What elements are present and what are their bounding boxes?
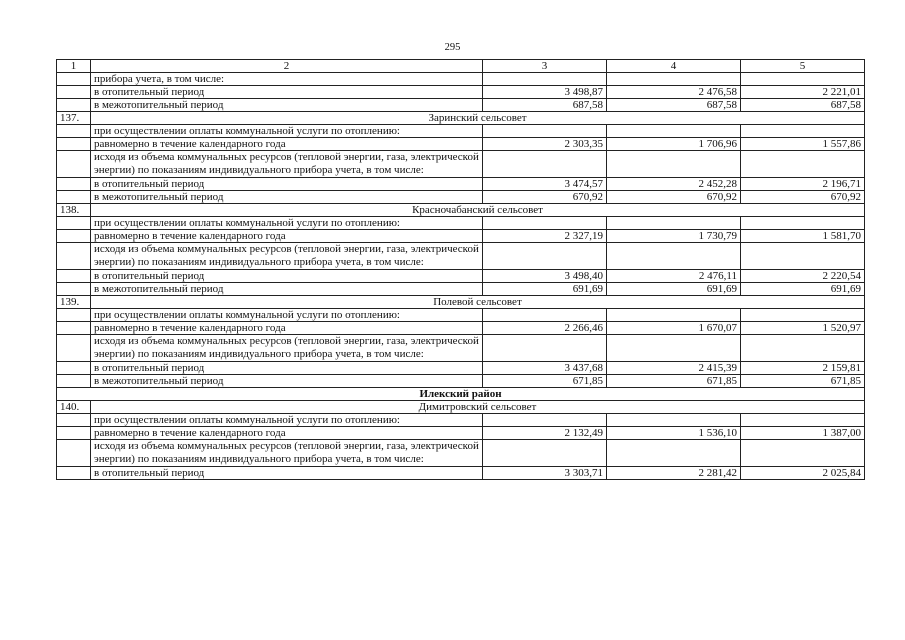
- row-description: исходя из объема коммунальных ресурсов (тепловой энергии, газа, электрической энергии) по показаниям индивидуального прибора учета, в том числе:: [91, 151, 483, 178]
- table-row: [57, 99, 865, 112]
- tariff-table: [56, 59, 865, 480]
- tariff-value: 2 476,11: [607, 270, 741, 283]
- table-row: [57, 178, 865, 191]
- row-number: [57, 243, 91, 270]
- tariff-value: [741, 414, 865, 427]
- settlement-name: Красночабанский сельсовет: [91, 204, 865, 217]
- table-row: [57, 217, 865, 230]
- table-row: [57, 138, 865, 151]
- table-row: [57, 362, 865, 375]
- row-number: [57, 178, 91, 191]
- tariff-value: 691,69: [741, 283, 865, 296]
- tariff-value: 3 437,68: [483, 362, 607, 375]
- tariff-value: 687,58: [607, 99, 741, 112]
- column-number-row: [57, 60, 865, 73]
- tariff-value: 2 159,81: [741, 362, 865, 375]
- tariff-value: 3 303,71: [483, 467, 607, 480]
- row-description: прибора учета, в том числе:: [91, 73, 483, 86]
- row-number: [57, 362, 91, 375]
- tariff-value: [741, 125, 865, 138]
- tariff-value: [607, 125, 741, 138]
- table-row: [57, 375, 865, 388]
- row-description: равномерно в течение календарного года: [91, 427, 483, 440]
- row-description: исходя из объема коммунальных ресурсов (тепловой энергии, газа, электрической энергии) по показаниям индивидуального прибора учета, в том числе:: [91, 440, 483, 467]
- tariff-value: [741, 73, 865, 86]
- table-row: [57, 230, 865, 243]
- tariff-value: [483, 243, 607, 270]
- row-number: [57, 427, 91, 440]
- row-description: исходя из объема коммунальных ресурсов (тепловой энергии, газа, электрической энергии) по показаниям индивидуального прибора учета, в том числе:: [91, 243, 483, 270]
- tariff-value: 3 474,57: [483, 178, 607, 191]
- tariff-value: [741, 440, 865, 467]
- table-row: [57, 86, 865, 99]
- column-number: 2: [91, 60, 483, 73]
- row-description: при осуществлении оплаты коммунальной услуги по отоплению:: [91, 125, 483, 138]
- tariff-value: 2 303,35: [483, 138, 607, 151]
- row-number: [57, 309, 91, 322]
- row-number: [57, 217, 91, 230]
- section-header-row: [57, 401, 865, 414]
- tariff-value: 687,58: [483, 99, 607, 112]
- tariff-value: [741, 151, 865, 178]
- tariff-value: 1 557,86: [741, 138, 865, 151]
- table-row: [57, 322, 865, 335]
- section-header-row: [57, 112, 865, 125]
- column-number: 4: [607, 60, 741, 73]
- row-description: равномерно в течение календарного года: [91, 138, 483, 151]
- tariff-value: 1 581,70: [741, 230, 865, 243]
- row-description: при осуществлении оплаты коммунальной услуги по отоплению:: [91, 414, 483, 427]
- table-row: [57, 427, 865, 440]
- tariff-value: [607, 414, 741, 427]
- tariff-value: [607, 73, 741, 86]
- row-number: [57, 440, 91, 467]
- tariff-value: 2 221,01: [741, 86, 865, 99]
- tariff-value: [607, 309, 741, 322]
- tariff-value: 3 498,40: [483, 270, 607, 283]
- row-description: равномерно в течение календарного года: [91, 322, 483, 335]
- row-number: 137.: [57, 112, 91, 125]
- table-row: [57, 309, 865, 322]
- tariff-value: 2 476,58: [607, 86, 741, 99]
- table-row: [57, 335, 865, 362]
- row-number: [57, 467, 91, 480]
- row-description: в межотопительный период: [91, 99, 483, 112]
- settlement-name: Димитровский сельсовет: [91, 401, 865, 414]
- row-number: [57, 99, 91, 112]
- row-description: при осуществлении оплаты коммунальной услуги по отоплению:: [91, 309, 483, 322]
- row-number: [57, 125, 91, 138]
- tariff-value: 1 670,07: [607, 322, 741, 335]
- tariff-value: 691,69: [607, 283, 741, 296]
- row-number: [57, 414, 91, 427]
- table-body: [57, 73, 865, 480]
- tariff-value: [741, 309, 865, 322]
- column-number: 1: [57, 60, 91, 73]
- table-row: [57, 270, 865, 283]
- tariff-value: 2 132,49: [483, 427, 607, 440]
- tariff-value: 670,92: [483, 191, 607, 204]
- table-row: [57, 73, 865, 86]
- tariff-value: 2 196,71: [741, 178, 865, 191]
- row-number: [57, 270, 91, 283]
- settlement-name: Заринский сельсовет: [91, 112, 865, 125]
- tariff-value: [483, 73, 607, 86]
- row-number: [57, 283, 91, 296]
- table-row: [57, 440, 865, 467]
- row-number: [57, 73, 91, 86]
- tariff-value: 2 025,84: [741, 467, 865, 480]
- district-name: Илекский район: [57, 388, 865, 401]
- tariff-value: 1 387,00: [741, 427, 865, 440]
- tariff-value: 671,85: [483, 375, 607, 388]
- table-row: [57, 151, 865, 178]
- settlement-name: Полевой сельсовет: [91, 296, 865, 309]
- row-number: [57, 230, 91, 243]
- tariff-value: [607, 335, 741, 362]
- row-description: в отопительный период: [91, 178, 483, 191]
- row-number: [57, 191, 91, 204]
- row-number: [57, 138, 91, 151]
- tariff-value: [483, 414, 607, 427]
- row-number: 139.: [57, 296, 91, 309]
- section-header-row: [57, 296, 865, 309]
- table-row: [57, 414, 865, 427]
- row-number: [57, 322, 91, 335]
- tariff-value: [483, 125, 607, 138]
- row-description: в отопительный период: [91, 362, 483, 375]
- row-description: в отопительный период: [91, 270, 483, 283]
- row-description: при осуществлении оплаты коммунальной услуги по отоплению:: [91, 217, 483, 230]
- table-row: [57, 191, 865, 204]
- tariff-value: 671,85: [741, 375, 865, 388]
- tariff-value: [607, 217, 741, 230]
- tariff-value: 670,92: [741, 191, 865, 204]
- page-number: 295: [444, 42, 461, 53]
- tariff-value: [741, 243, 865, 270]
- row-description: в отопительный период: [91, 467, 483, 480]
- tariff-value: [483, 335, 607, 362]
- district-header-row: [57, 388, 865, 401]
- tariff-value: 1 520,97: [741, 322, 865, 335]
- tariff-value: 2 452,28: [607, 178, 741, 191]
- tariff-value: [607, 243, 741, 270]
- row-number: [57, 335, 91, 362]
- row-description: равномерно в течение календарного года: [91, 230, 483, 243]
- tariff-value: 1 706,96: [607, 138, 741, 151]
- tariff-value: [607, 151, 741, 178]
- tariff-value: 2 415,39: [607, 362, 741, 375]
- row-number: [57, 375, 91, 388]
- tariff-value: 687,58: [741, 99, 865, 112]
- table-row: [57, 467, 865, 480]
- table-row: [57, 125, 865, 138]
- column-number: 5: [741, 60, 865, 73]
- tariff-value: [483, 309, 607, 322]
- tariff-value: 2 266,46: [483, 322, 607, 335]
- tariff-value: 2 327,19: [483, 230, 607, 243]
- row-description: в межотопительный период: [91, 283, 483, 296]
- tariff-value: [741, 335, 865, 362]
- section-header-row: [57, 204, 865, 217]
- row-description: исходя из объема коммунальных ресурсов (тепловой энергии, газа, электрической энергии) по показаниям индивидуального прибора учета, в том числе:: [91, 335, 483, 362]
- tariff-value: 1 536,10: [607, 427, 741, 440]
- row-description: в межотопительный период: [91, 375, 483, 388]
- tariff-value: 671,85: [607, 375, 741, 388]
- table-row: [57, 243, 865, 270]
- tariff-value: 1 730,79: [607, 230, 741, 243]
- row-number: [57, 151, 91, 178]
- row-number: 138.: [57, 204, 91, 217]
- tariff-value: 670,92: [607, 191, 741, 204]
- tariff-value: 691,69: [483, 283, 607, 296]
- tariff-value: 2 281,42: [607, 467, 741, 480]
- tariff-value: [483, 151, 607, 178]
- tariff-value: [741, 217, 865, 230]
- tariff-value: [607, 440, 741, 467]
- row-description: в межотопительный период: [91, 191, 483, 204]
- column-number: 3: [483, 60, 607, 73]
- tariff-value: [483, 440, 607, 467]
- row-description: в отопительный период: [91, 86, 483, 99]
- tariff-value: 2 220,54: [741, 270, 865, 283]
- tariff-value: 3 498,87: [483, 86, 607, 99]
- table-row: [57, 283, 865, 296]
- row-number: [57, 86, 91, 99]
- row-number: 140.: [57, 401, 91, 414]
- tariff-value: [483, 217, 607, 230]
